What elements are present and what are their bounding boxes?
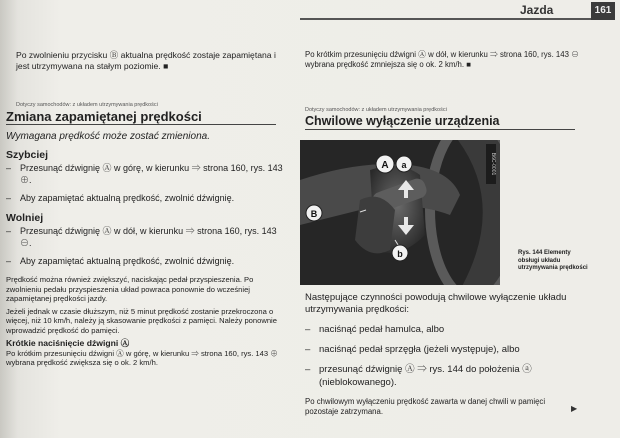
label-B-upper: B bbox=[310, 209, 318, 219]
left-paragraph-1: Po zwolnieniu przycisku Ⓑ aktualna prędkość zostaje zapamiętana i jest utrzymywana na stałym poziomie. ■ bbox=[16, 50, 276, 71]
short-press-heading: Krótkie naciśnięcie dźwigni Ⓐ bbox=[6, 338, 130, 348]
figure-caption: Rys. 144 Elementy obsługi układu utrzymywania prędkości bbox=[518, 250, 588, 271]
right-paragraph-1: Po krótkim przesunięciu dźwigni Ⓐ w dół, w kierunku ⇒ strona 160, rys. 143 ⊖ wybrana prędkość zmniejsza się o ok. 2 km/h. ■ bbox=[305, 50, 579, 69]
paragraph-accelerate: Prędkość można również zwiększyć, naciskając pedał przyspieszenia. Po zwolnieniu pedału przyspieszenia układ powraca ponownie do wcześniej zapamiętanej prędkości jazdy. bbox=[6, 275, 254, 303]
list-item: – Aby zapamiętać aktualną prędkość, zwolnić dźwignię. bbox=[6, 193, 235, 203]
section-intro: Wymagana prędkość może zostać zmieniona. bbox=[6, 131, 210, 142]
section-heading: Zmiana zapamiętanej prędkości bbox=[6, 109, 276, 125]
paragraph-exceed: Jeżeli jednak w czasie dłuższym, niż 5 minut prędkość zostanie przekroczona o więcej, niż 10 km/h, należy ją skasowanie prędkości z pamięci. Należy ponownie wprowadzić prędkość do pamięci. bbox=[6, 306, 277, 335]
list-item: – Przesunąć dźwignię Ⓐ w dół, w kierunku ⇒ strona 160, rys. 143 ⊖. bbox=[6, 226, 277, 248]
faster-heading: Szybciej bbox=[6, 149, 49, 161]
header-rule bbox=[300, 18, 592, 20]
right-column bbox=[305, 50, 595, 70]
list-item: – naciśnąć pedał sprzęgła (jeżeli występuje), albo bbox=[305, 344, 520, 355]
list-item: – przesunąć dźwignię Ⓐ ⇒ rys. 144 do położenia ⓐ (nieblokowanego). bbox=[305, 364, 532, 388]
right-bottom-paragraph: Po chwilowym wyłączeniu prędkość zawarta w danej chwili w pamięci pozostaje zatrzymana. bbox=[305, 397, 546, 416]
label-A-upper: A bbox=[381, 160, 389, 171]
cruise-lever-illustration bbox=[300, 140, 500, 285]
list-item: – naciśnąć pedał hamulca, albo bbox=[305, 324, 445, 335]
label-a-lower: a bbox=[401, 160, 407, 170]
label-b-lower: b bbox=[397, 249, 403, 259]
short-press-text: Po krótkim przesunięciu dźwigni Ⓐ w górę, w kierunku ⇒ strona 160, rys. 143 ⊕ wybrana prędkość zwiększa się o ok. 2 km/h. bbox=[6, 348, 278, 367]
slower-heading: Wolniej bbox=[6, 212, 44, 224]
next-page-arrow-icon: ▶ bbox=[571, 404, 578, 413]
left-section bbox=[6, 102, 288, 368]
figure-cruise-lever bbox=[300, 140, 500, 285]
right-section bbox=[305, 107, 595, 130]
right-intro: Następujące czynności powodują chwilowe wyłączenie układu utrzymywania prędkości: bbox=[305, 292, 567, 315]
page-number: 161 bbox=[591, 2, 615, 20]
figure-code: B6C-0001 bbox=[490, 152, 496, 176]
section-title: Jazda bbox=[520, 3, 554, 17]
list-item: – Przesunąć dźwignię Ⓐ w górę, w kierunku ⇒ strona 160, rys. 143 ⊕. bbox=[6, 163, 283, 185]
list-item: – Aby zapamiętać aktualną prędkość, zwolnić dźwignię. bbox=[6, 256, 235, 266]
page-header bbox=[0, 0, 620, 20]
right-section-body bbox=[305, 292, 595, 417]
applicability-note: Dotyczy samochodów: z układem utrzymywania prędkości bbox=[16, 102, 158, 108]
applicability-note: Dotyczy samochodów: z układem utrzymywania prędkości bbox=[305, 107, 447, 113]
left-column bbox=[6, 50, 288, 71]
section-heading: Chwilowe wyłączenie urządzenia bbox=[305, 114, 575, 130]
